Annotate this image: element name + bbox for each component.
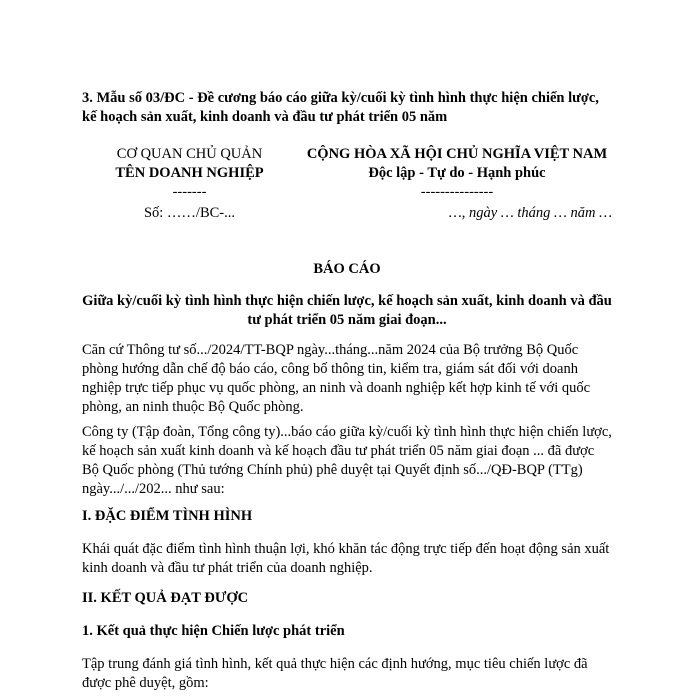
section-1-text: Khái quát đặc điểm tình hình thuận lợi, khó khăn tác động trực tiếp đến hoạt động sản xuất kinh doanh và đầu tư phát triển của doanh nghiệp. (82, 541, 610, 576)
section-1-title: I. ĐẶC ĐIỂM TÌNH HÌNH (82, 508, 253, 524)
section-2-title: II. KẾT QUẢ ĐẠT ĐƯỢC (82, 590, 249, 606)
document-date: …, ngày … tháng … năm … (448, 205, 612, 221)
left-divider: ------- (172, 184, 207, 200)
report-title: BÁO CÁO (313, 261, 381, 277)
parent-agency: CƠ QUAN CHỦ QUẢN (116, 146, 263, 162)
section-2-1-title: 1. Kết quả thực hiện Chiến lược phát triển (82, 623, 345, 639)
motto: Độc lập - Tự do - Hạnh phúc (368, 165, 546, 181)
enterprise-name: TÊN DOANH NGHIỆP (115, 165, 264, 181)
document-number: Số: ……/BC-... (143, 205, 236, 221)
national-header (297, 145, 617, 202)
form-heading: 3. Mẫu số 03/ĐC - Đề cương báo cáo giữa kỳ/cuối kỳ tình hình thực hiện chiến lược, kế hoạch sản xuất, kinh doanh và đầu tư phát triển 05 năm (82, 90, 599, 125)
section-2-1-text: Tập trung đánh giá tình hình, kết quả thực hiện các định hướng, mục tiêu chiến lược đã được phê duyệt, gồm: (82, 656, 588, 691)
intro-paragraph: Công ty (Tập đoàn, Tổng công ty)...báo cáo giữa kỳ/cuối kỳ tình hình thực hiện chiến lược, kế hoạch sản xuất kinh doanh và kế hoạch đầu tư phát triển 05 năm giai đoạn ... đã được Bộ Quốc phòng (Thủ tướng Chính phủ) phê duyệt tại Quyết định số.../QĐ-BQP (TTg) ngày.../.../202... như sau: (82, 424, 612, 497)
agency-header (82, 145, 297, 202)
country-name: CỘNG HÒA XÃ HỘI CHỦ NGHĨA VIỆT NAM (306, 146, 608, 162)
legal-basis-paragraph: Căn cứ Thông tư số.../2024/TT-BQP ngày...tháng...năm 2024 của Bộ trưởng Bộ Quốc phòng hướng dẫn chế độ báo cáo, công bố thông tin, kiểm tra, giám sát đối với doanh nghiệp trực tiếp phục vụ quốc phòng, an ninh và doanh nghiệp kết hợp kinh tế với quốc phòng, an ninh thuộc Bộ Quốc phòng. (82, 342, 591, 415)
right-divider: --------------- (420, 184, 494, 200)
report-subtitle: Giữa kỳ/cuối kỳ tình hình thực hiện chiến lược, kế hoạch sản xuất, kinh doanh và đầu tư phát triển 05 năm giai đoạn... (82, 293, 612, 328)
